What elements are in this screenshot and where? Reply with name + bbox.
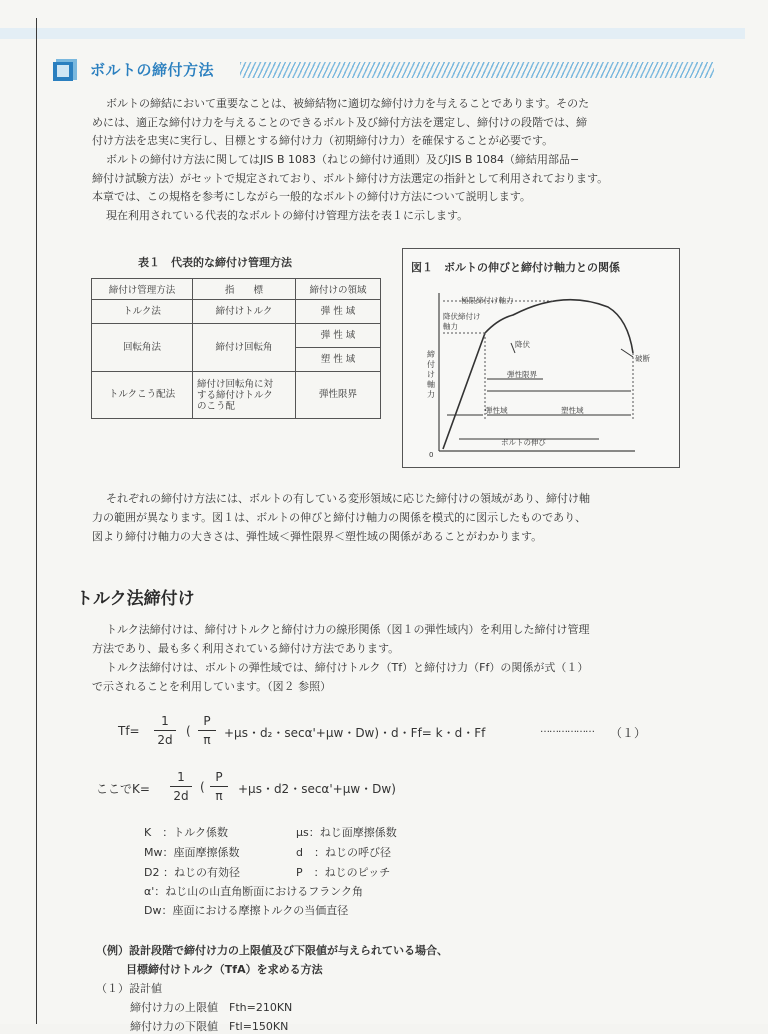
top-color-band xyxy=(0,28,745,39)
legend-item: μs：ねじ面摩擦係数 xyxy=(296,826,397,839)
torque-line: 方法であり、最も多く利用されている締付け方法であります。 xyxy=(92,642,400,655)
table-cell-indicator: 締付け回転角 xyxy=(193,324,296,372)
fracture-leader xyxy=(621,349,633,357)
y-axis-label xyxy=(427,349,435,399)
example-value: 締付け力の上限値 Fth=210KN xyxy=(130,1001,293,1014)
stress-strain-diagram xyxy=(403,249,679,467)
table-cell-method: 回転角法 xyxy=(92,324,193,372)
table-caption: 表１ 代表的な締付け管理方法 xyxy=(138,256,292,269)
example-value: 締付け力の下限値 Ftl=150KN xyxy=(130,1020,289,1033)
intro-line: 付け方法を忠実に実行し、目標とする締付け力（初期締付け力）を確保することが必要です。 xyxy=(92,134,554,147)
section-heading xyxy=(52,56,714,84)
table-cell-method: トルクこう配法 xyxy=(92,372,193,419)
figure-1-box xyxy=(402,248,680,468)
table-row xyxy=(92,300,381,324)
y-axis-char: け xyxy=(427,370,435,379)
table-cell-indicator xyxy=(193,372,296,419)
table-cell-region: 弾性限界 xyxy=(296,372,381,419)
legend-item: K ：トルク係数 xyxy=(144,826,228,839)
table-header-cell: 締付け管理方法 xyxy=(92,279,193,300)
y-axis-char: 軸 xyxy=(427,380,435,389)
methods-table xyxy=(91,278,381,419)
plastic-region-label: 塑性域 xyxy=(561,406,584,415)
intro-line: 締付け試験方法）がセットで規定されており、ボルト締付け方法選定の指針として利用されております。 xyxy=(92,172,609,185)
formula-leader-dots: ……………… xyxy=(540,724,594,735)
binding-margin-line xyxy=(36,18,37,1024)
intro-line: ボルトの締付け方法に関してはJIS B 1083（ねじの締付け通則）及びJIS B 1084（締結用部品− xyxy=(106,153,580,166)
fraction-bar xyxy=(154,730,176,731)
explanation-line: 図より締付け軸力の大きさは、弾性域＜弾性限界＜塑性域の関係があることがわかります。 xyxy=(92,530,543,543)
x-axis-label: ボルトの伸び xyxy=(501,438,546,447)
example-heading: （例）設計段階で締付け力の上限値及び下限値が与えられている場合、 xyxy=(96,944,448,957)
legend-item: d ：ねじの呼び径 xyxy=(296,846,391,859)
table-row xyxy=(92,324,381,348)
torque-line: で示されることを利用しています。（図２ 参照） xyxy=(92,680,332,693)
table-cell-region: 弾 性 域 xyxy=(296,324,381,348)
table-cell-indicator: 締付けトルク xyxy=(193,300,296,324)
elastic-limit-label: 弾性限界 xyxy=(507,370,537,379)
y-axis-char: 付 xyxy=(427,360,435,369)
section-title: ボルトの締付方法 xyxy=(90,61,215,79)
fraction-numerator: 1 xyxy=(161,714,169,728)
indicator-line: 締付け回転角に対 xyxy=(197,378,274,390)
fraction-numerator: 1 xyxy=(177,770,185,784)
figure-caption: 図１ ボルトの伸びと締付け軸力との関係 xyxy=(411,261,620,274)
subsection-title: トルク法締付け xyxy=(76,589,195,609)
fraction-denominator: 2d xyxy=(157,733,173,747)
formula-open-paren: ( xyxy=(200,780,205,794)
fraction-denominator: π xyxy=(203,733,211,747)
formula-pitch-fraction xyxy=(198,714,216,747)
origin-label: 0 xyxy=(429,451,434,459)
table-header-cell: 指 標 xyxy=(193,279,296,300)
formula-lhs: ここでK= xyxy=(96,782,150,796)
example-item: （１）設計値 xyxy=(96,982,162,995)
y-axis-char: 力 xyxy=(427,390,435,399)
fraction-bar xyxy=(210,786,228,787)
legend-item: P ：ねじのピッチ xyxy=(296,866,391,879)
fracture-label: 破断 xyxy=(635,354,650,363)
explanation-line: 力の範囲が異なります。図１は、ボルトの伸びと締付け軸力の関係を模式的に図示したものであり、 xyxy=(92,511,587,524)
intro-line: ボルトの締結において重要なことは、被締結物に適切な締付け力を与えることであります。そのた xyxy=(106,97,590,110)
formula-open-paren: ( xyxy=(186,724,191,738)
legend-item: D2 ：ねじの有効径 xyxy=(144,866,240,879)
fraction-denominator: 2d xyxy=(173,789,189,803)
formula-fraction xyxy=(154,714,176,747)
formula-pitch-fraction xyxy=(210,770,228,803)
torque-line: トルク法締付けは、締付けトルクと締付け力の線形関係（図１の弾性域内）を利用した締付け管理 xyxy=(106,623,590,636)
indicator-line: する締付けトルク xyxy=(197,389,273,401)
formula-number: （１） xyxy=(610,726,647,740)
fraction-denominator: π xyxy=(215,789,223,803)
legend-item: α'：ねじ山の山直角断面におけるフランク角 xyxy=(144,885,364,898)
ultimate-force-label: 極限締付け軸力 xyxy=(461,296,514,305)
fraction-bar xyxy=(170,786,192,787)
intro-line: 現在利用されている代表的なボルトの締付け管理方法を表１に示します。 xyxy=(106,209,469,222)
formula-body: +μs・d2・secα'+μw・Dw) xyxy=(238,782,396,796)
square-bullet-icon xyxy=(52,58,78,82)
legend-item: Dw：座面における摩擦トルクの当価直径 xyxy=(144,904,349,917)
formula-lhs: Tf= xyxy=(118,724,140,738)
fraction-bar xyxy=(198,730,216,731)
table-cell-method: トルク法 xyxy=(92,300,193,324)
table-cell-region: 弾 性 域 xyxy=(296,300,381,324)
yield-label: 降伏 xyxy=(515,340,530,349)
indicator-line: のこう配 xyxy=(197,400,236,412)
intro-line: 本章では、この規格を参考にしながら一般的なボルトの締付け方法について説明します。 xyxy=(92,190,531,203)
intro-line: めには、適正な締付け力を与えることのできるボルト及び締付方法を選定し、締付けの段階では、締 xyxy=(92,116,587,129)
table-header-cell: 締付けの領域 xyxy=(296,279,381,300)
legend-item: Mw：座面摩擦係数 xyxy=(144,846,240,859)
elastic-region-label: 弾性域 xyxy=(485,406,508,415)
example-heading: 目標締付けトルク（TfA）を求める方法 xyxy=(126,963,323,976)
heading-hatch-decoration xyxy=(240,62,714,78)
table-cell-region: 塑 性 域 xyxy=(296,348,381,372)
explanation-line: それぞれの締付け方法には、ボルトの有している変形領域に応じた締付けの領域があり、締付け軸 xyxy=(106,492,590,505)
fraction-numerator: P xyxy=(215,770,223,784)
table-row xyxy=(92,372,381,419)
table-header-row xyxy=(92,279,381,300)
yield-force-label: 軸力 xyxy=(443,322,458,331)
load-elongation-curve xyxy=(443,300,633,449)
y-axis-char: 締 xyxy=(427,350,435,359)
fraction-numerator: P xyxy=(203,714,211,728)
formula-body: +μs・d₂・secα'+μw・Dw)・d・Ff= k・d・Ff xyxy=(224,726,486,740)
torque-line: トルク法締付けは、ボルトの弾性域では、締付けトルク（Tf）と締付け力（Ff）の関係が式（１） xyxy=(106,661,589,674)
yield-force-label: 降伏締付け xyxy=(443,312,481,321)
formula-fraction xyxy=(170,770,192,803)
